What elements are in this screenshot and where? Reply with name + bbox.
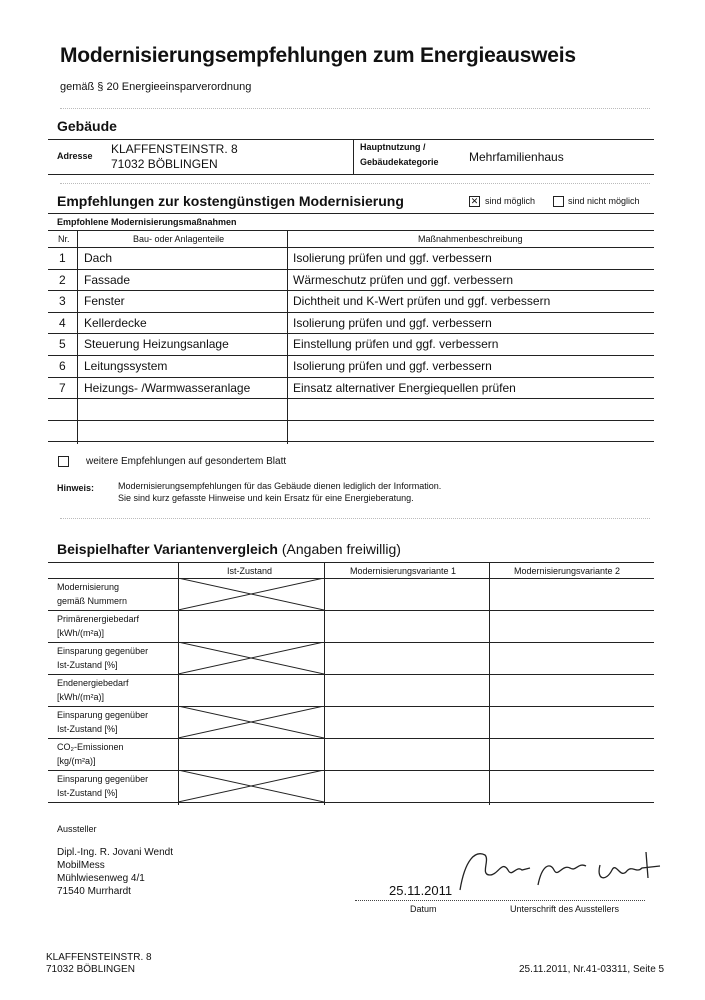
variant-row-label: Einsparung gegenüber [57, 774, 149, 784]
variants-heading-bold: Beispielhafter Variantenvergleich [57, 541, 278, 557]
measure-part: Heizungs- /Warmwasseranlage [84, 381, 251, 395]
col-nr-header: Nr. [58, 234, 70, 244]
issuer-line1: Dipl.-Ing. R. Jovani Wendt [57, 847, 173, 858]
issue-date: 25.11.2011 [389, 883, 453, 898]
col-v1-header: Modernisierungsvariante 1 [350, 566, 457, 576]
date-label: Datum [410, 904, 437, 914]
measure-nr: 7 [59, 381, 66, 395]
signature [450, 840, 670, 900]
ist-cross-mark [178, 770, 324, 802]
measure-description: Isolierung prüfen und ggf. verbessern [293, 251, 492, 265]
ist-cross-mark [178, 642, 324, 674]
measure-description: Wärmeschutz prüfen und ggf. verbessern [293, 273, 514, 287]
ist-cross-mark [178, 578, 324, 610]
measure-nr: 2 [59, 273, 66, 287]
variant-row-unit: [kWh/(m²a)] [57, 692, 104, 702]
building-heading: Gebäude [57, 118, 117, 134]
page-subtitle: gemäß § 20 Energieeinsparverordnung [60, 81, 252, 93]
note-line1: Modernisierungsempfehlungen für das Gebäude dienen lediglich der Information. [118, 481, 442, 491]
footer-address-2: 71032 BÖBLINGEN [46, 964, 135, 975]
measure-description: Dichtheit und K-Wert prüfen und ggf. verbessern [293, 294, 551, 308]
measure-description: Isolierung prüfen und ggf. verbessern [293, 316, 492, 330]
variant-row-label: Einsparung gegenüber [57, 710, 149, 720]
measure-part: Leitungssystem [84, 359, 168, 373]
recommendations-heading: Empfehlungen zur kostengünstigen Modernisierung [57, 193, 404, 209]
signature-label: Unterschrift des Ausstellers [510, 904, 620, 914]
measure-part: Steuerung Heizungsanlage [84, 337, 229, 351]
issuer-line3: Mühlwiesenweg 4/1 [57, 873, 145, 884]
further-checkbox[interactable] [58, 456, 69, 467]
measure-nr: 5 [59, 337, 66, 351]
address-line1: KLAFFENSTEINSTR. 8 [111, 142, 238, 156]
not-possible-checkbox[interactable] [553, 196, 564, 207]
address-label: Adresse [57, 151, 93, 161]
variant-row-label: Endenergiebedarf [57, 678, 129, 688]
variant-row-unit: gemäß Nummern [57, 596, 128, 606]
variant-row-label: Modernisierung [57, 582, 120, 592]
possible-checkbox[interactable]: ✕ [470, 196, 479, 206]
measure-part: Fenster [84, 294, 125, 308]
page-title: Modernisierungsempfehlungen zum Energieausweis [60, 44, 576, 67]
variant-row-unit: Ist-Zustand [%] [57, 724, 118, 734]
further-label: weitere Empfehlungen auf gesondertem Blatt [86, 456, 287, 467]
measures-caption: Empfohlene Modernisierungsmaßnahmen [57, 217, 237, 227]
variant-row-unit: [kWh/(m²a)] [57, 628, 104, 638]
not-possible-label: sind nicht möglich [568, 196, 640, 206]
measure-nr: 3 [59, 294, 66, 308]
col-v2-header: Modernisierungsvariante 2 [514, 566, 621, 576]
note-label: Hinweis: [57, 483, 95, 493]
col-ist-header: Ist-Zustand [227, 566, 273, 576]
measure-nr: 4 [59, 316, 66, 330]
issuer-label: Aussteller [57, 824, 97, 834]
variant-row-label: Einsparung gegenüber [57, 646, 149, 656]
col-desc-header: Maßnahmenbeschreibung [418, 234, 523, 244]
measure-nr: 6 [59, 359, 66, 373]
col-part-header: Bau- oder Anlagenteile [133, 234, 225, 244]
variant-row-unit: Ist-Zustand [%] [57, 660, 118, 670]
measure-description: Isolierung prüfen und ggf. verbessern [293, 359, 492, 373]
variant-row-unit: [kg/(m²a)] [57, 756, 96, 766]
measure-nr: 1 [59, 251, 66, 265]
footer-reference: 25.11.2011, Nr.41-03311, Seite 5 [519, 964, 665, 975]
measure-part: Kellerdecke [84, 316, 147, 330]
usage-label-1: Hauptnutzung / [360, 142, 426, 152]
variant-row-label: CO₂-Emissionen [57, 742, 124, 752]
variants-heading [57, 541, 401, 557]
measure-description: Einstellung prüfen und ggf. verbessern [293, 337, 499, 351]
measure-part: Dach [84, 251, 113, 265]
ist-cross-mark [178, 706, 324, 738]
possible-label: sind möglich [485, 196, 536, 206]
issuer-line4: 71540 Murrhardt [57, 886, 131, 897]
variants-heading-normal: (Angaben freiwillig) [281, 541, 401, 557]
variant-row-label: Primärenergiebedarf [57, 614, 140, 624]
footer-address-1: KLAFFENSTEINSTR. 8 [46, 952, 152, 963]
usage-label-2: Gebäudekategorie [360, 157, 439, 167]
variant-row-unit: Ist-Zustand [%] [57, 788, 118, 798]
issuer-line2: MobilMess [57, 860, 105, 871]
usage-value: Mehrfamilienhaus [469, 150, 564, 164]
address-line2: 71032 BÖBLINGEN [111, 157, 218, 171]
note-line2: Sie sind kurz gefasste Hinweise und kein Ersatz für eine Energieberatung. [118, 493, 414, 503]
measure-part: Fassade [84, 273, 131, 287]
measure-description: Einsatz alternativer Energiequellen prüfen [293, 381, 516, 395]
